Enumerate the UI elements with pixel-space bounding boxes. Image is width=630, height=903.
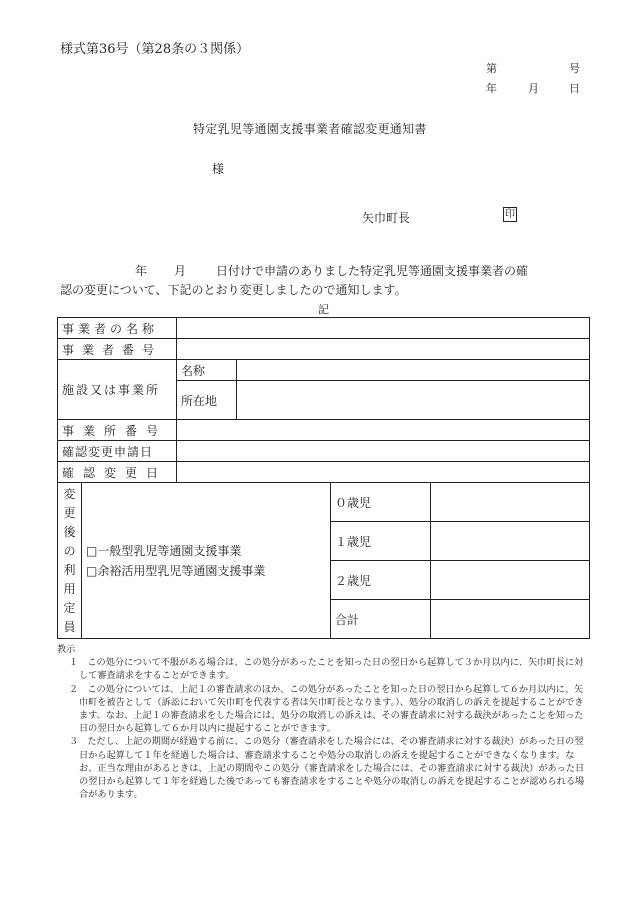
label-age-1: １歳児	[331, 522, 431, 561]
value-facility-name[interactable]	[237, 360, 590, 381]
value-app-date[interactable]	[177, 441, 590, 462]
value-age-2[interactable]	[431, 561, 590, 600]
body-line1: 日付けで申請のありました特定乳児等通園支援事業者の確	[216, 264, 529, 278]
label-facility: 施設又は事業所	[58, 360, 177, 420]
note-item-3: ３ ただし、上記の期間が経過する前に、この処分（審査請求をした場合には、その審査請求に対する裁決）があった日の翌日から起算して１年を経過した場合は、審査請求することや処分の取消しの訴えを提起することができなくなります。なお、正当な理由があるときは、上記の期間やこの処分（審査請求をした場合には、その審査請求に対する裁決）があった日の翌日から起算して１年を経過した後であっても審査請求をすることや処分の取消しの訴えを提起することが認められる場合があります。	[69, 736, 585, 801]
date-month: 月	[528, 82, 539, 95]
value-office-number[interactable]	[177, 420, 590, 441]
form-number: 様式第36号（第28条の３関係）	[60, 42, 250, 57]
document-title: 特定乳児等通園支援事業者確認変更通知書	[193, 122, 427, 136]
date-day: 日	[569, 82, 580, 95]
body-line2: 認の変更について、下記のとおり変更しましたので通知します。	[60, 283, 407, 297]
business-type-options	[82, 483, 331, 639]
body-year: 年	[135, 264, 148, 278]
note-item-2: ２ この処分については、上記１の審査請求のほか、この処分があったことを知った日の翌日から起算して６か月以内に、矢巾町を被告として（訴訟において矢巾町を代表する者は矢巾町長となります。）、処分の取消しの訴えを提起することができます。なお、上記１の審査請求をした場合には、処分の取消しの訴えは、その審査請求に対する裁決があったことを知った日の翌日から起算して６か月以内に提起することができます。	[69, 683, 584, 735]
value-age-1[interactable]	[431, 522, 590, 561]
details-table	[57, 317, 590, 639]
value-age-0[interactable]	[431, 483, 590, 522]
seal-mark: 印	[505, 209, 515, 220]
label-business-name: 事業者の名称	[58, 318, 177, 339]
label-age-0: ０歳児	[331, 483, 431, 522]
label-app-date: 確認変更申請日	[58, 441, 177, 462]
value-business-number[interactable]	[177, 339, 590, 360]
option-general[interactable]: □一般型乳児等通園支援事業	[86, 543, 242, 558]
label-business-number: 事業者番号	[58, 339, 177, 360]
label-total: 合計	[331, 600, 431, 639]
ref-dai: 第	[486, 62, 497, 75]
ref-go: 号	[569, 62, 580, 75]
label-capacity: 変 更 後 の 利 用 定 員	[58, 483, 82, 639]
issuer: 矢巾町長	[362, 211, 411, 225]
note-item-1: １ この処分について不服がある場合は、この処分があったことを知った日の翌日から起算して３か月以内に、矢巾町長に対して審査請求をすることができます。	[69, 657, 584, 682]
label-office-number: 事業所番号	[58, 420, 177, 441]
notes-heading: 教示	[57, 644, 76, 655]
label-facility-name: 名称	[177, 360, 237, 381]
body-month: 月	[174, 264, 187, 278]
date-year: 年	[486, 82, 497, 95]
ki-label: 記	[318, 303, 329, 316]
label-facility-address: 所在地	[177, 381, 237, 420]
instructions	[57, 643, 587, 801]
label-change-date: 確認変更日	[58, 462, 177, 483]
value-facility-address[interactable]	[237, 381, 590, 420]
addressee-suffix: 様	[212, 162, 225, 176]
label-age-2: ２歳児	[331, 561, 431, 600]
option-surplus[interactable]: □余裕活用型乳児等通園支援事業	[86, 563, 266, 578]
value-total[interactable]	[431, 600, 590, 639]
value-change-date[interactable]	[177, 462, 590, 483]
value-business-name[interactable]	[177, 318, 590, 339]
